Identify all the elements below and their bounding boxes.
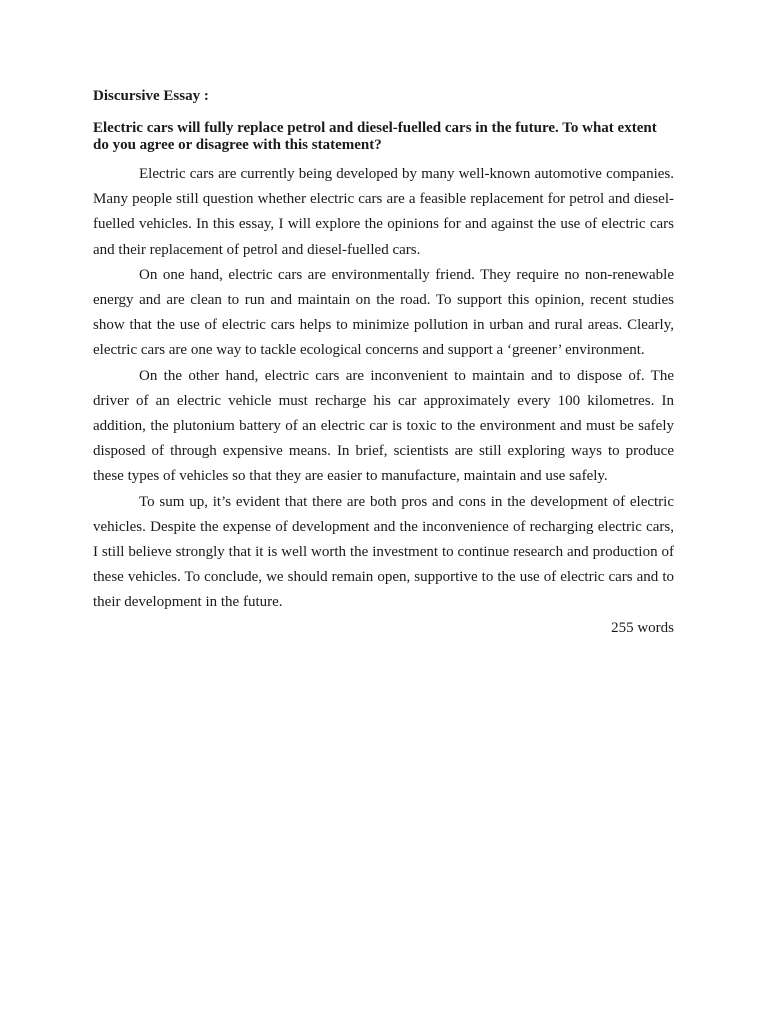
essay-question: Electric cars will fully replace petrol and diesel-fuelled cars in the future. To what extent do you agree or disagree with this statement? [93, 120, 657, 153]
essay-type-heading: Discursive Essay : [93, 88, 209, 104]
paragraph-introduction: Electric cars are currently being developed by many well-known automotive companies. Many people still question whether electric cars are a feasible replacement for petrol and diesel-fuelled vehicles. In this essay, I will explore the opinions for and against the use of electric cars and their replacement of petrol and diesel-fuelled cars. [93, 166, 674, 258]
document-page [93, 86, 674, 641]
paragraph-against-argument: On the other hand, electric cars are inconvenient to maintain and to dispose of. The driver of an electric vehicle must recharge his car approximately every 100 kilometres. In addition, the plutonium battery of an electric car is toxic to the environment and must be safely disposed of through expensive means. In brief, scientists are still exploring ways to produce these types of vehicles so that they are easier to manufacture, maintain and use safely. [93, 367, 674, 485]
paragraph-for-argument: On one hand, electric cars are environmentally friend. They require no non-renewable energy and are clean to run and maintain on the road. To support this opinion, recent studies show that the use of electric cars helps to minimize pollution in urban and rural areas. Clearly, electric cars are one way to tackle ecological concerns and support a ‘greener’ environment. [93, 266, 674, 359]
word-count: 255 words [611, 619, 674, 636]
paragraph-conclusion: To sum up, it’s evident that there are both pros and cons in the development of electric vehicles. Despite the expense of development and the inconvenience of recharging electric cars, I still believe strongly that it is well worth the investment to continue research and production of these vehicles. To conclude, we should remain open, supportive to the use of electric cars and to their development in the future. [93, 493, 674, 611]
